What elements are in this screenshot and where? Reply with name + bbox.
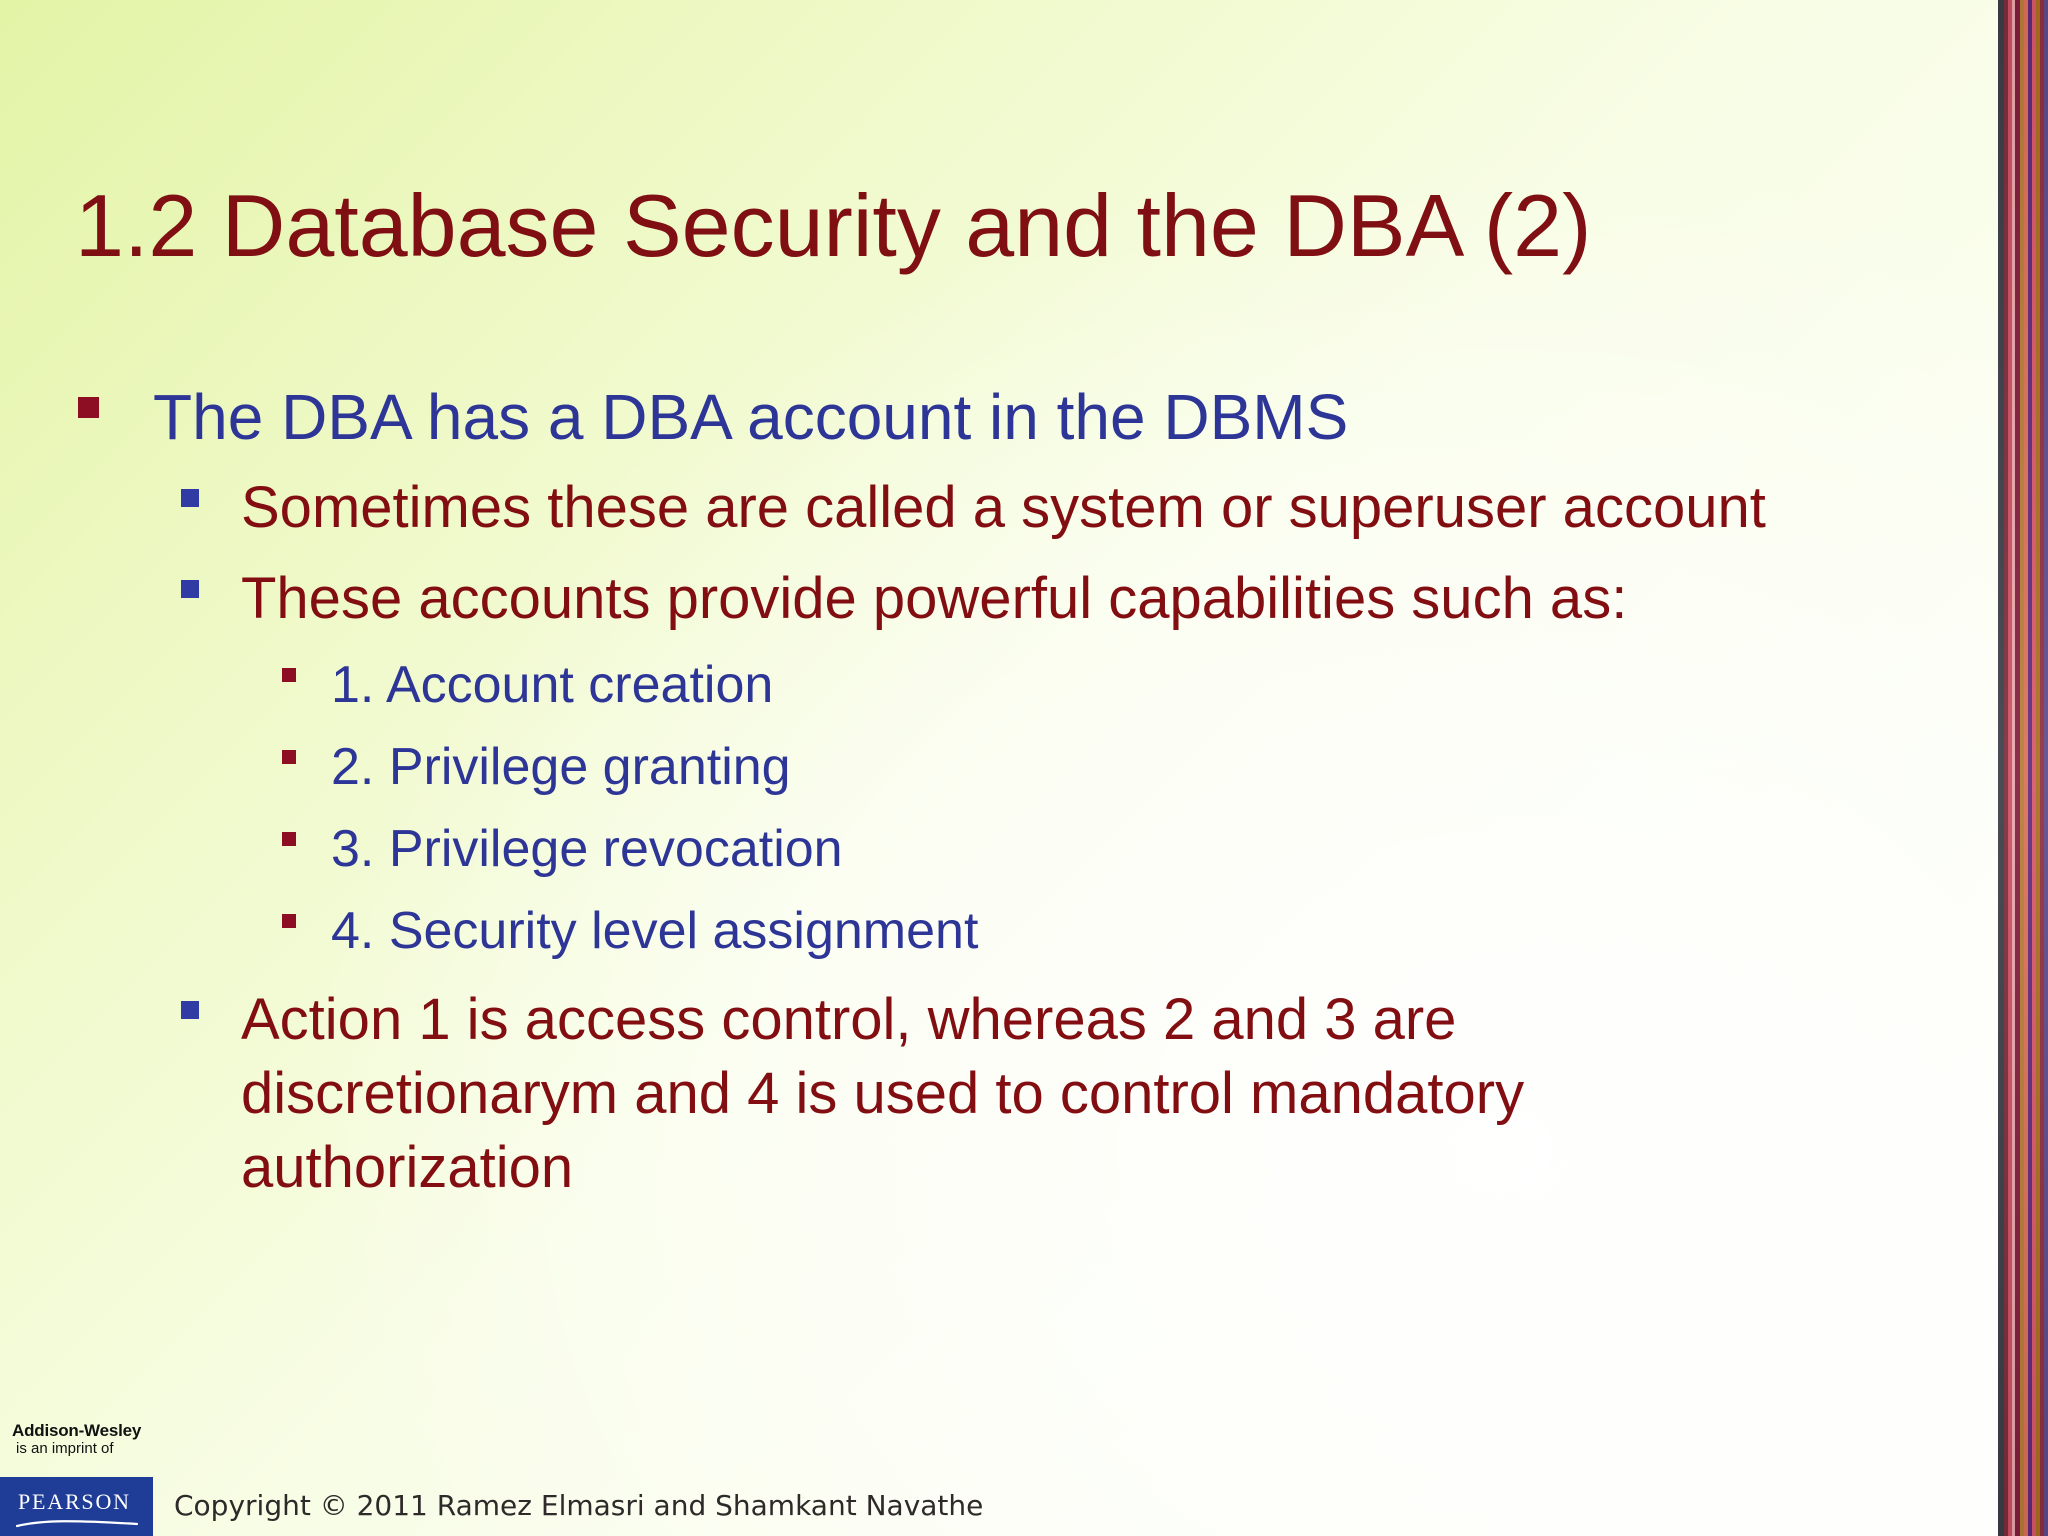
bullet-text: These accounts provide powerful capabilities such as: [241,566,1628,631]
addison-wesley-brand: Addison-Wesley [12,1421,142,1440]
square-bullet-icon [282,914,296,928]
square-bullet-icon [181,580,199,598]
pearson-wordmark: PEARSON [18,1489,131,1514]
bullet-text: The DBA has a DBA account in the DBMS [153,381,1349,453]
copyright-notice: Copyright © 2011 Ramez Elmasri and Shamkant Navathe [174,1489,984,1522]
bullet-text-line-3: authorization [241,1135,574,1200]
bullet-text: 1. Account creation [331,656,774,714]
bullet-text-line-1: Action 1 is access control, whereas 2 and 3 are [241,987,1457,1052]
square-bullet-icon [282,750,296,764]
addison-wesley-logo [12,1422,152,1456]
square-bullet-icon [78,397,99,418]
bullet-text: 2. Privilege granting [331,738,791,796]
bullet-text: Sometimes these are called a system or superuser account [241,475,1766,540]
bullet-text: 3. Privilege revocation [331,820,843,878]
bullet-text-line-2: discretionarym and 4 is used to control mandatory [241,1061,1525,1126]
pearson-logo [0,1477,153,1536]
slide-title: 1.2 Database Security and the DBA (2) [75,176,1592,275]
imprint-text: is an imprint of [16,1440,114,1457]
decorative-color-stripes [1998,0,2048,1536]
square-bullet-icon [181,489,199,507]
square-bullet-icon [181,1001,199,1019]
square-bullet-icon [282,668,296,682]
bullet-text: 4. Security level assignment [331,902,979,960]
pearson-swoosh-icon [16,1519,138,1529]
square-bullet-icon [282,832,296,846]
